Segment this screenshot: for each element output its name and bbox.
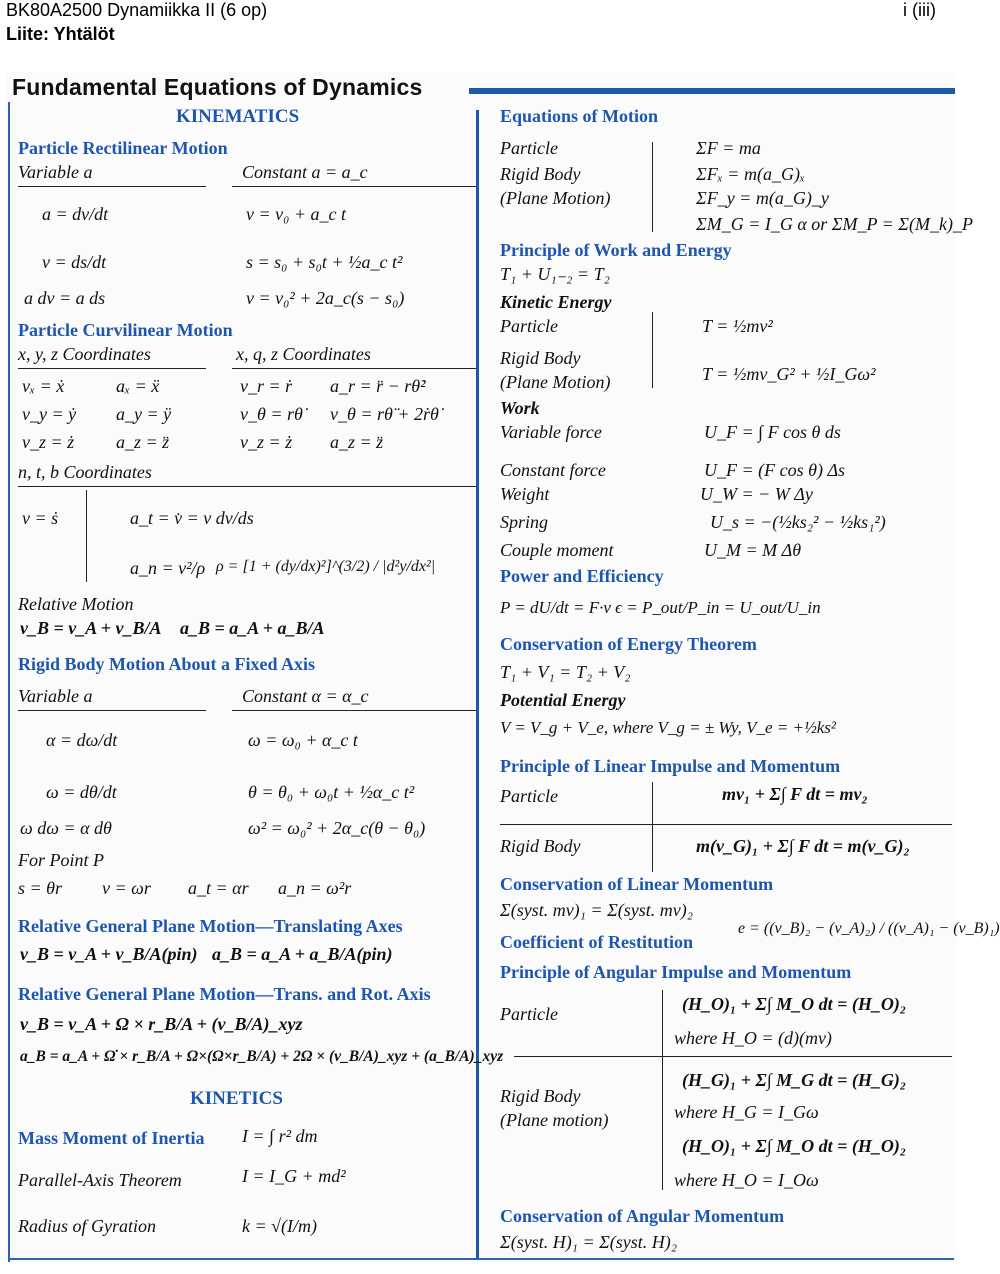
paim-particle-eq-1: (H_O)₁ + Σ∫ M_O dt = (H_O)₂ xyxy=(682,994,907,1014)
plim-rigid-eq: m(v_G)₁ + Σ∫ F dt = m(v_G)₂ xyxy=(696,836,910,856)
pcm-eq-12: a_z = z̈ xyxy=(330,432,384,452)
rgpm-rotating-heading: Relative General Plane Motion—Trans. and Rot. Axis xyxy=(18,984,431,1004)
ke-plane-label: (Plane Motion) xyxy=(500,372,611,392)
cor-eq: e = ((v_B)₂ − (v_A)₂) / ((v_A)₁ − (v_B)₁) xyxy=(738,920,1000,937)
rule xyxy=(18,368,206,369)
power-heading: Power and Efficiency xyxy=(500,566,664,586)
prm-constant-label: Constant a = a_c xyxy=(242,162,368,182)
ke-particle-eq: T = ½mv² xyxy=(702,316,773,336)
eom-rigid-eq-2: ΣF_y = m(a_G)_y xyxy=(696,188,829,208)
eom-particle-eq: ΣF = ma xyxy=(696,138,761,158)
course-title: BK80A2500 Dynamiikka II (6 op) xyxy=(6,0,268,20)
pcm-eq-11: v_z = ż xyxy=(240,432,293,452)
ntb-label: n, t, b Coordinates xyxy=(18,462,152,482)
prm-eq-2: v = ds/dt xyxy=(42,252,107,272)
ke-label: Kinetic Energy xyxy=(500,292,612,312)
equation-sheet xyxy=(6,72,1000,1262)
mmi-heading: Mass Moment of Inertia xyxy=(18,1128,205,1148)
pwe-eq: T₁ + U₁₋₂ = T₂ xyxy=(500,264,610,284)
rel-eq-2: a_B = a_A + a_B/A xyxy=(180,618,325,638)
pcm-eq-5: v_z = ż xyxy=(22,432,75,452)
kinetics-heading: KINETICS xyxy=(190,1088,283,1109)
fpp-eq-2: v = ωr xyxy=(102,878,151,898)
left-column xyxy=(6,72,504,1262)
appendix-label: Liite: Yhtälöt xyxy=(6,24,115,44)
spring-label: Spring xyxy=(500,512,549,532)
rule xyxy=(18,710,206,711)
pat-label: Parallel-Axis Theorem xyxy=(18,1170,182,1190)
rbm-variable-label: Variable a xyxy=(18,686,93,706)
spring-eq: U_s = −(½ks₂² − ½ks₁²) xyxy=(710,512,886,532)
right-column xyxy=(482,72,1000,1262)
rbm-eq-3: ω dω = α dθ xyxy=(20,818,112,838)
rule xyxy=(652,312,653,388)
clm-heading: Conservation of Linear Momentum xyxy=(500,874,774,894)
pcm-eq-2: aₓ = ẍ xyxy=(116,376,160,396)
paim-rigid-eq-4: where H_O = I_Oω xyxy=(674,1170,819,1190)
ntb-eq-3: a_n = v²/ρ xyxy=(130,558,206,578)
rule xyxy=(232,710,476,711)
rbm-eq-2: ω = dθ/dt xyxy=(46,782,117,802)
ke-particle-label: Particle xyxy=(500,316,558,336)
clm-eq: Σ(syst. mv)₁ = Σ(syst. mv)₂ xyxy=(500,900,694,920)
paim-particle-eq-2: where H_O = (d)(mv) xyxy=(674,1028,832,1048)
rbm-eq-1: α = dω/dt xyxy=(46,730,118,750)
pcm-eq-1: vₓ = ẋ xyxy=(22,376,65,396)
paim-heading: Principle of Angular Impulse and Momentum xyxy=(500,962,852,982)
eom-particle-label: Particle xyxy=(500,138,558,158)
rule xyxy=(18,486,476,487)
variable-force-eq: U_F = ∫ F cos θ ds xyxy=(704,422,841,442)
pat-eq: I = I_G + md² xyxy=(242,1166,346,1186)
rgpm-translating-heading: Relative General Plane Motion—Translating Axes xyxy=(18,916,403,936)
rog-label: Radius of Gyration xyxy=(18,1216,156,1236)
plim-particle-label: Particle xyxy=(500,786,558,806)
rbm-heading: Rigid Body Motion About a Fixed Axis xyxy=(18,654,316,674)
pcm-eq-8: a_r = r̈ − rθ̇² xyxy=(330,376,426,396)
ntb-eq-2: a_t = v̇ = v dv/ds xyxy=(130,508,254,528)
pcm-xyz-label: x, y, z Coordinates xyxy=(18,344,151,364)
ke-rigid-eq: T = ½mv_G² + ½I_Gω² xyxy=(702,364,876,384)
rgpm1-eq-2: a_B = a_A + a_B/A(pin) xyxy=(212,944,393,964)
fpp-eq-1: s = θr xyxy=(18,878,62,898)
paim-rigid-eq-1: (H_G)₁ + Σ∫ M_G dt = (H_G)₂ xyxy=(682,1070,907,1090)
ntb-eq-4: ρ = [1 + (dy/dx)²]^(3/2) / |d²y/dx²| xyxy=(216,558,436,575)
pcm-eq-7: v_r = ṙ xyxy=(240,376,293,396)
prm-variable-label: Variable a xyxy=(18,162,93,182)
pcm-eq-4: a_y = ÿ xyxy=(116,404,172,424)
point-p-label: For Point P xyxy=(18,850,104,870)
pcm-xqz-label: x, q, z Coordinates xyxy=(236,344,371,364)
pcm-eq-3: v_y = ẏ xyxy=(22,404,77,424)
rgpm2-eq-1: v_B = v_A + Ω × r_B/A + (v_B/A)_xyz xyxy=(20,1014,303,1034)
page-number: i (iii) xyxy=(903,0,936,20)
constant-force-eq: U_F = (F cos θ) Δs xyxy=(704,460,846,480)
plim-heading: Principle of Linear Impulse and Momentum xyxy=(500,756,841,776)
couple-eq: U_M = M Δθ xyxy=(704,540,802,560)
pcm-heading: Particle Curvilinear Motion xyxy=(18,320,233,340)
rbm-eq-4: ω = ω₀ + α_c t xyxy=(248,730,358,750)
variable-force-label: Variable force xyxy=(500,422,602,442)
prm-eq-3: a dv = a ds xyxy=(24,288,106,308)
plim-particle-eq: mv₁ + Σ∫ F dt = mv₂ xyxy=(722,784,868,804)
eom-rigid-eq-1: ΣFₓ = m(a_G)ₓ xyxy=(696,164,806,184)
prm-heading: Particle Rectilinear Motion xyxy=(18,138,228,158)
eom-heading: Equations of Motion xyxy=(500,106,659,126)
paim-rigid-label: Rigid Body xyxy=(500,1086,581,1106)
couple-label: Couple moment xyxy=(500,540,614,560)
rbm-eq-6: ω² = ω₀² + 2α_c(θ − θ₀) xyxy=(248,818,426,838)
ke-rigid-label: Rigid Body xyxy=(500,348,581,368)
paim-particle-label: Particle xyxy=(500,1004,558,1024)
paim-rigid-eq-3: (H_O)₁ + Σ∫ M_O dt = (H_O)₂ xyxy=(682,1136,907,1156)
paim-plane-label: (Plane motion) xyxy=(500,1110,609,1130)
rule xyxy=(232,368,476,369)
rule xyxy=(514,1056,952,1057)
prm-eq-4: v = v₀ + a_c t xyxy=(246,204,347,224)
constant-force-label: Constant force xyxy=(500,460,606,480)
rbm-eq-5: θ = θ₀ + ω₀t + ½α_c t² xyxy=(248,782,415,802)
mmi-eq: I = ∫ r² dm xyxy=(242,1126,318,1146)
pcm-eq-9: v_θ = rθ̇ xyxy=(240,404,303,424)
pwe-heading: Principle of Work and Energy xyxy=(500,240,732,260)
cor-heading: Coefficient of Restitution xyxy=(500,932,693,952)
ntb-eq-1: v = ṡ xyxy=(22,508,59,528)
rule xyxy=(652,782,653,872)
pcm-eq-6: a_z = z̈ xyxy=(116,432,170,452)
plim-rigid-label: Rigid Body xyxy=(500,836,581,856)
cet-eq: T₁ + V₁ = T₂ + V₂ xyxy=(500,662,631,682)
power-eq: P = dU/dt = F·v ϵ = P_out/P_in = U_out/U_in xyxy=(500,598,821,617)
potential-eq: V = V_g + V_e, where V_g = ± Wy, V_e = +½ks² xyxy=(500,718,837,737)
rule xyxy=(500,824,952,825)
cet-heading: Conservation of Energy Theorem xyxy=(500,634,757,654)
fpp-eq-4: a_n = ω²r xyxy=(278,878,352,898)
rgpm2-eq-2: a_B = a_A + Ω̇ × r_B/A + Ω×(Ω×r_B/A) + 2Ω × (v_B/A)_xyz + (a_B/A)_xyz xyxy=(20,1048,504,1065)
eom-rigid-eq-3: ΣM_G = I_G α or ΣM_P = Σ(M_k)_P xyxy=(696,214,973,234)
rule xyxy=(652,142,653,232)
rule xyxy=(232,186,476,187)
rbm-constant-label: Constant α = α_c xyxy=(242,686,369,706)
rgpm1-eq-1: v_B = v_A + v_B/A(pin) xyxy=(20,944,198,964)
rel-eq-1: v_B = v_A + v_B/A xyxy=(20,618,162,638)
eom-plane-label: (Plane Motion) xyxy=(500,188,611,208)
cam-eq: Σ(syst. H)₁ = Σ(syst. H)₂ xyxy=(500,1232,678,1252)
sheet-title: Fundamental Equations of Dynamics xyxy=(12,74,423,100)
kinematics-heading: KINEMATICS xyxy=(176,106,300,127)
rog-eq: k = √(I/m) xyxy=(242,1216,317,1236)
prm-eq-1: a = dv/dt xyxy=(42,204,109,224)
prm-eq-6: v = v₀² + 2a_c(s − s₀) xyxy=(246,288,405,308)
rule xyxy=(86,490,87,582)
fpp-eq-3: a_t = αr xyxy=(188,878,249,898)
column-divider xyxy=(476,110,479,1260)
prm-eq-5: s = s₀ + s₀t + ½a_c t² xyxy=(246,252,403,272)
rule xyxy=(662,990,663,1190)
pcm-eq-10: v_θ = rθ̈ + 2ṙθ̇ xyxy=(330,404,439,424)
relative-motion-label: Relative Motion xyxy=(18,594,134,614)
weight-eq: U_W = − W Δy xyxy=(700,484,813,504)
eom-rigid-label: Rigid Body xyxy=(500,164,581,184)
cam-heading: Conservation of Angular Momentum xyxy=(500,1206,785,1226)
potential-label: Potential Energy xyxy=(500,690,626,710)
weight-label: Weight xyxy=(500,484,550,504)
rule xyxy=(18,186,206,187)
work-label: Work xyxy=(500,398,540,418)
paim-rigid-eq-2: where H_G = I_Gω xyxy=(674,1102,819,1122)
